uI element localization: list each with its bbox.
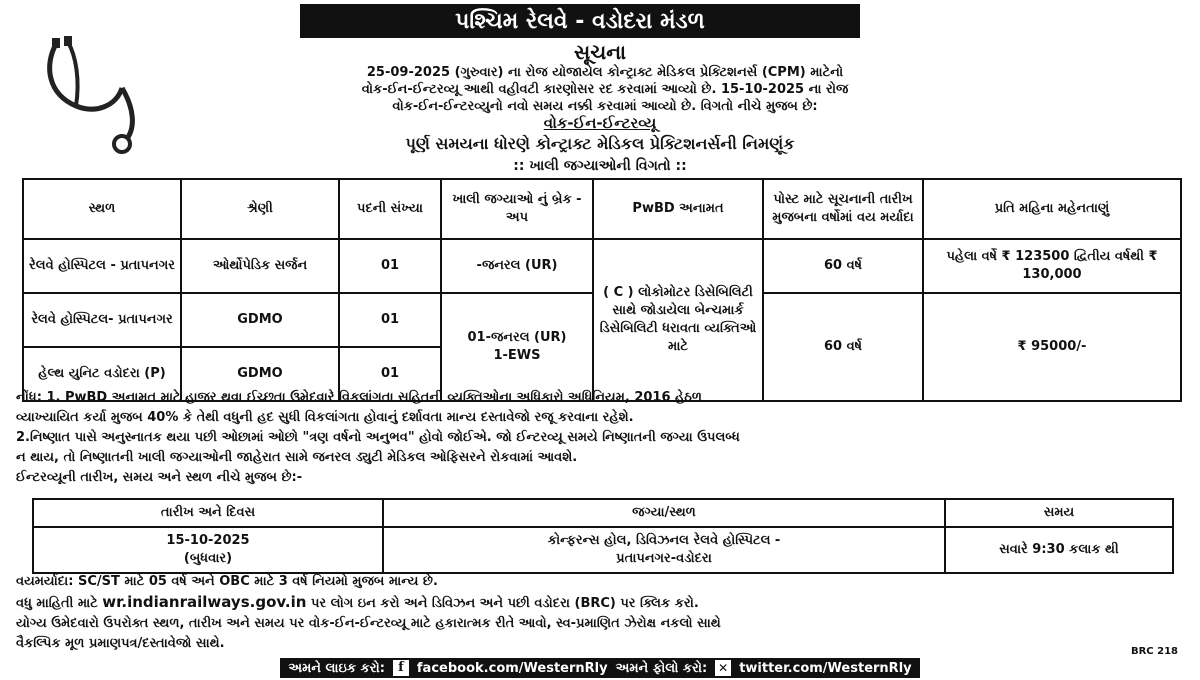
header-pay: પ્રતિ મહિના મહેનતાણું: [923, 179, 1181, 239]
more-info: [16, 592, 1186, 614]
venue-line: પ્રતાપનગર-વડોદરા: [616, 551, 712, 566]
intro-line: 25-09-2025 (ગુરુવાર) ના રોજ યોજાયેલ કોન્ટ્રાક્ટ મેડિકલ પ્રેક્ટિશનર્સ (CPM) માટેનો: [366, 65, 844, 80]
cell-posts: 01: [339, 347, 441, 401]
footer-info: [16, 572, 1186, 654]
interview-intro: ઈન્ટરવ્યૂની તારીખ, સમય અને સ્થળ નીચે મુજબ છે:-: [16, 470, 303, 485]
cell-age: 60 વર્ષ: [763, 239, 923, 293]
intro-line: વોક-ઈન-ઈન્ટરવ્યૂ આથી વહીવટી કારણોસર રદ કરવામાં આવ્યો છે. 15-10-2025 ના રોજ: [361, 82, 849, 97]
intro-line: વોક-ઈન-ઈન્ટરવ્યુનો નવો સમય નક્કી કરવામાં આવ્યો છે. વિગતો નીચે મુજબ છે:: [392, 99, 818, 114]
schedule-venue: [383, 527, 945, 573]
cell-pay: પહેલા વર્ષે ₹ 123500 દ્વિતીય વર્ષથી ₹ 130,000: [923, 239, 1181, 293]
cell-pwbd: ( C ) લોકોમોટર ડિસેબિલિટી સાથે જોડાયેલા બેન્ચમાર્ક ડિસેબિલિટી ધરાવતા વ્યક્તિઓ માટે: [593, 239, 763, 401]
follow-label: અમને ફોલો કરો:: [615, 660, 708, 676]
note-2-cont: ન થાય, તો નિષ્ણાતની ખાલી જગ્યાઓની જાહેરાત સામે જનરલ ડ્યુટી મેડિકલ ઓફિસરને રોકવામાં આવશે.: [16, 450, 578, 465]
header-banner: પશ્ચિમ રેલવે - વડોદરા મંડળ: [300, 4, 860, 38]
schedule-date: [33, 527, 383, 573]
venue-line: કોન્ફરન્સ હોલ, ડિવિઝનલ રેલવે હોસ્પિટલ -: [547, 533, 781, 548]
info-prefix: વધુ માહિતી માટે: [16, 596, 98, 611]
note-1-cont: વ્યાખ્યાયિત કર્યા મુજબ 40% કે તેથી વધુની હદ સુધી વિકલાંગતા હોવાનું દર્શાવતા માન્ય દસ્તાવેજો રજૂ કરવાના રહેશે.: [16, 410, 634, 425]
info-suffix: પર લોગ ઇન કરો અને ડિવિઝન અને પછી વડોદરા (BRC) પર ક્લિક કરો.: [310, 596, 699, 611]
age-label: વયમર્યાદા:: [16, 574, 74, 589]
schedule-header-time: સમય: [945, 499, 1173, 527]
facebook-link[interactable]: facebook.com/WesternRly: [416, 660, 608, 676]
cell-breakup: [441, 293, 593, 401]
cell-pay: ₹ 95000/-: [923, 293, 1181, 401]
notice-intro: [180, 64, 1030, 115]
header-category: શ્રેણી: [181, 179, 339, 239]
cell-posts: 01: [339, 239, 441, 293]
cell-category: GDMO: [181, 347, 339, 401]
cell-age: 60 વર્ષ: [763, 293, 923, 401]
cell-place: હેલ્થ યુનિટ વડોદરા (P): [23, 347, 181, 401]
breakup-ews: 1-EWS: [493, 348, 541, 363]
candidates-line-cont: વૈકલ્પિક મૂળ પ્રમાણપત્ર/દસ્તાવેજો સાથે.: [16, 636, 225, 651]
header-pwbd: PwBD અનામત: [593, 179, 763, 239]
cell-category: ઓર્થોપેડિક સર્જન: [181, 239, 339, 293]
like-label: અમને લાઇક કરો:: [288, 660, 385, 676]
x-twitter-icon: ✕: [715, 660, 731, 676]
table-row: [23, 239, 1181, 293]
schedule-time: સવારે 9:30 કલાક થી: [945, 527, 1173, 573]
header-age: પોસ્ટ માટે સૂચનાની તારીખ મુજબના વર્ષોમાં વય મર્યાદા: [763, 179, 923, 239]
notice-code: BRC 218: [1130, 646, 1178, 657]
notice-title: સૂચના: [574, 40, 626, 64]
cell-place: રેલવે હોસ્પિટલ - પ્રતાપનગર: [23, 239, 181, 293]
note-2: 2.નિષ્ણાત પાસે અનુસ્નાતક થયા પછી ઓછામાં ઓછો "ત્રણ વર્ષનો અનુભવ" હોવો જોઈએ. જો ઈન્ટરવ્યૂ સમયે નિષ્ણાતની જગ્યા ઉપલબ્ધ: [16, 430, 740, 445]
cell-breakup: -જનરલ (UR): [441, 239, 593, 293]
schedule-table: [32, 498, 1174, 574]
schedule-date-value: 15-10-2025: [166, 533, 250, 548]
notes-section: [16, 388, 1186, 488]
note-1: નોંધ: 1. PwBD અનામત માટે હાજર થવા ઈચ્છતા ઉમેદવારે વિકલાંગતા સહિતની વ્યક્તિઓના અધિકારો અધિનિયમ, 2016 હેઠળ: [16, 390, 702, 405]
cell-category: GDMO: [181, 293, 339, 347]
website-link[interactable]: wr.indianrailways.gov.in: [102, 593, 307, 611]
cell-place: રેલવે હોસ્પિટલ- પ્રતાપનગર: [23, 293, 181, 347]
table-row: [33, 527, 1173, 573]
header-breakup: ખાલી જગ્યાઓ નું બ્રેક - અપ: [441, 179, 593, 239]
vacancy-heading: :: ખાલી જગ્યાઓની વિગતો ::: [513, 158, 687, 174]
schedule-header-date: તારીખ અને દિવસ: [33, 499, 383, 527]
schedule-header-row: [33, 499, 1173, 527]
header-place: સ્થળ: [23, 179, 181, 239]
walkin-heading: વોક-ઈન-ઈન્ટરવ્યૂ: [543, 114, 657, 132]
candidates-line: યોગ્ય ઉમેદવારો ઉપરોક્ત સ્થળ, તારીખ અને સમય પર વોક-ઈન-ઈન્ટરવ્યૂ માટે હકારાત્મક રીતે આવો, સ્વ-પ્રમાણિત ઝેરોક્ષ નકલો સાથે: [16, 616, 721, 631]
facebook-icon: f: [393, 660, 409, 676]
vacancy-table: [22, 178, 1182, 402]
social-bar: [280, 658, 920, 678]
schedule-day-value: (બુધવાર): [183, 551, 233, 566]
cell-posts: 01: [339, 293, 441, 347]
age-text: SC/ST માટે 05 વર્ષ અને OBC માટે 3 વર્ષ નિયમો મુજબ માન્ય છે.: [77, 574, 438, 589]
breakup-ur: 01-જનરલ (UR): [467, 330, 567, 345]
table-header-row: [23, 179, 1181, 239]
age-relaxation: [16, 572, 1186, 592]
schedule-header-venue: જગ્યા/સ્થળ: [383, 499, 945, 527]
header-posts: પદની સંખ્યા: [339, 179, 441, 239]
twitter-link[interactable]: twitter.com/WesternRly: [739, 660, 912, 676]
appointment-heading: પૂર્ણ સમયના ધોરણે કોન્ટ્રાક્ટ મેડિકલ પ્રેક્ટિશનર્સની નિમણૂંક: [405, 134, 795, 153]
